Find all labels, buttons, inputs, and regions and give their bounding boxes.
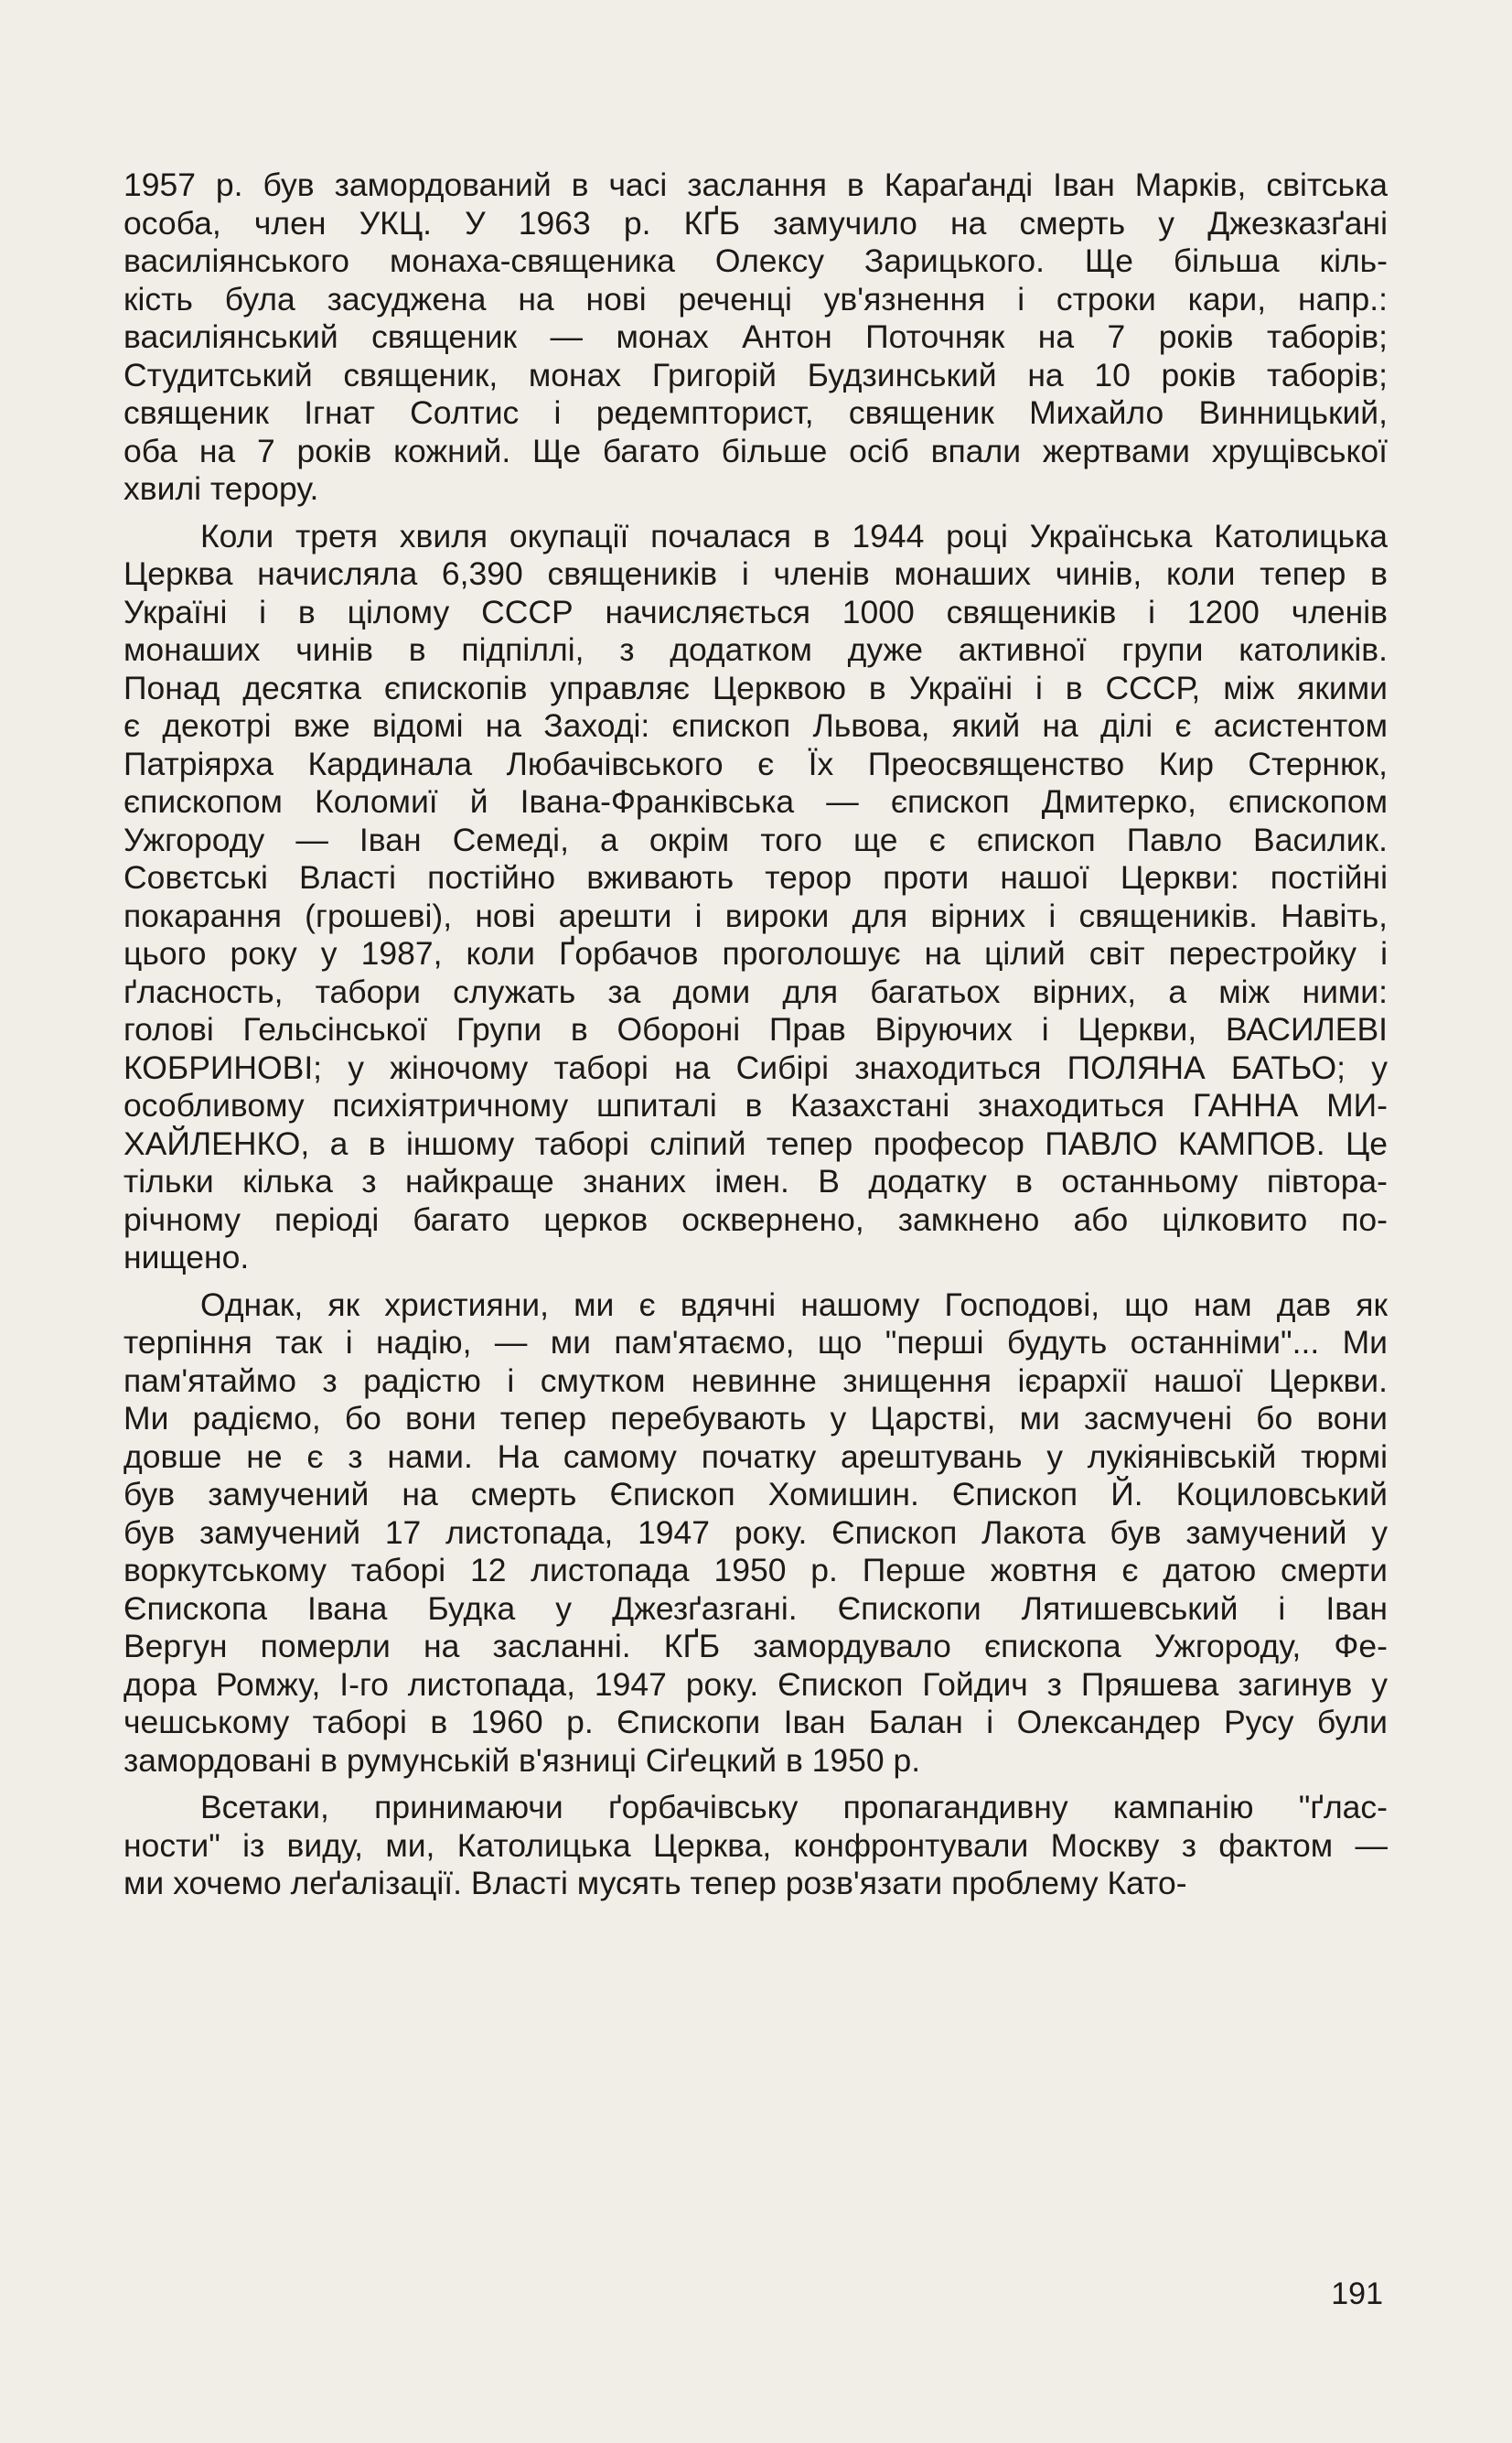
text-line: Всетаки, принимаючи ґорбачівську пропагандивну кампанію "ґлас- — [200, 1789, 1388, 1825]
text-line: покарання (грошеві), нові арешти і вироки для вірних і священиків. Навіть, — [123, 897, 1388, 934]
text-line: нищено. — [123, 1239, 250, 1275]
text-line: Коли третя хвиля окупації почалася в 1944 році Українська Католицька — [200, 517, 1388, 554]
text-line: кість була засуджена на нові реченці ув'язнення і строки кари, напр.: — [123, 280, 1388, 317]
text-line: цього року у 1987, коли Ґорбачов проголошує на цілий світ перестройку і — [123, 935, 1388, 972]
text-line: тільки кілька з найкраще знаних імен. В додатку в останньому півтора- — [123, 1163, 1388, 1200]
text-line: ности" із виду, ми, Католицька Церква, конфронтували Москву з фактом — — [123, 1826, 1388, 1864]
text-line: Студитський священик, монах Григорій Будзинський на 10 років таборів; — [123, 356, 1388, 393]
text-line: оба на 7 років кожний. Ще багато більше осіб впали жертвами хрущівської — [123, 432, 1388, 469]
text-line: замордовані в румунській в'язниці Сіґецкий в 1950 р. — [123, 1741, 921, 1779]
text-line: Ужгороду — Іван Семеді, а окрім того ще є єпископ Павло Василик. — [123, 821, 1388, 858]
text-line: пам'ятаймо з радістю і смутком невинне знищення ієрархії нашої Церкви. — [123, 1361, 1388, 1399]
text-line: був замучений 17 листопада, 1947 року. Єпископ Лакота був замучений у — [123, 1513, 1388, 1551]
text-line: Ми радіємо, бо вони тепер перебувають у Царстві, ми засмучені бо вони — [123, 1400, 1388, 1437]
text-line: ґласность, табори служать за доми для багатьох вірних, а між ними: — [123, 973, 1388, 1010]
paragraph — [123, 518, 1388, 1277]
text-line: хвилі терору. — [123, 470, 319, 507]
text-line: Совєтські Власті постійно вживають терор проти нашої Церкви: постійні — [123, 859, 1388, 896]
text-line: воркутському таборі 12 листопада 1950 р. Перше жовтня є датою смерти — [123, 1552, 1388, 1588]
text-line: довше не є з нами. На самому початку арештувань у лукіянівській тюрмі — [123, 1437, 1388, 1475]
text-line: ми хочемо леґалізації. Власті мусять тепер розв'язати проблему Като- — [123, 1865, 1187, 1901]
text-line: особливому психіятричному шпиталі в Казахстані знаходиться ГАННА МИ- — [123, 1087, 1388, 1124]
text-line: Церква начисляла 6,390 священиків і членів монаших чинів, коли тепер в — [123, 555, 1388, 592]
text-line: Патріярха Кардинала Любачівського є Їх Преосвященство Кир Стернюк, — [123, 745, 1388, 782]
text-line: голові Гельсінської Групи в Обороні Прав Віруючих і Церкви, ВАСИЛЕВІ — [123, 1011, 1388, 1048]
text-line: єпископом Коломиї й Івана-Франківська — єпископ Дмитерко, єпископом — [123, 783, 1388, 820]
text-line: є декотрі вже відомі на Заході: єпископ Львова, який на ділі є асистентом — [123, 707, 1388, 744]
text-line: КОБРИНОВІ; у жіночому таборі на Сибірі знаходиться ПОЛЯНА БАТЬО; у — [123, 1049, 1388, 1086]
text-line: був замучений на смерть Єпископ Хомишин. Єпископ Й. Коциловський — [123, 1476, 1388, 1512]
text-line: монаших чинів в підпіллі, з додатком дуже активної групи католиків. — [123, 631, 1388, 668]
text-line: василіянський священик — монах Антон Поточняк на 7 років таборів; — [123, 318, 1388, 355]
text-line: Україні і в цілому СССР начисляється 1000 священиків і 1200 членів — [123, 593, 1388, 630]
text-line: ХАЙЛЕНКО, а в іншому таборі сліпий тепер професор ПАВЛО КАМПОВ. Це — [123, 1125, 1388, 1162]
text-line: дора Ромжу, І-го листопада, 1947 року. Єпископ Гойдич з Пряшева загинув у — [123, 1665, 1388, 1703]
text-line: Однак, як християни, ми є вдячні нашому Господові, що нам дав як — [200, 1286, 1388, 1323]
text-line: особа, член УКЦ. У 1963 р. КҐБ замучило на смерть у Джезказґані — [123, 204, 1388, 242]
paragraph — [123, 167, 1388, 509]
paragraph — [123, 1286, 1388, 1781]
text-line: Єпископа Івана Будка у Джезґазгані. Єпископи Лятишевський і Іван — [123, 1589, 1388, 1627]
text-line: терпіння так і надію, — ми пам'ятаємо, що "перші будуть останніми"... Ми — [123, 1324, 1388, 1361]
text-line: Понад десятка єпископів управляє Церквою в Україні і в СССР, між якими — [123, 669, 1388, 706]
body-text — [123, 167, 1388, 1912]
text-line: василіянського монаха-священика Олексу Зарицького. Ще більша кіль- — [123, 242, 1388, 279]
page-number: 191 — [1331, 2276, 1383, 2311]
text-line: чешському таборі в 1960 р. Єпископи Іван Балан і Олександер Русу були — [123, 1704, 1388, 1740]
text-line: 1957 р. був замордований в часі заслання в Караґанді Іван Марків, світська — [123, 167, 1388, 203]
text-line: річному періоді багато церков осквернено, замкнено або цілковито по- — [123, 1200, 1388, 1238]
text-line: священик Ігнат Солтис і редемпторист, священик Михайло Винницький, — [123, 394, 1388, 431]
paragraph — [123, 1789, 1388, 1903]
text-line: Вергун померли на засланні. КҐБ замордувало єпископа Ужгороду, Фе- — [123, 1628, 1388, 1664]
